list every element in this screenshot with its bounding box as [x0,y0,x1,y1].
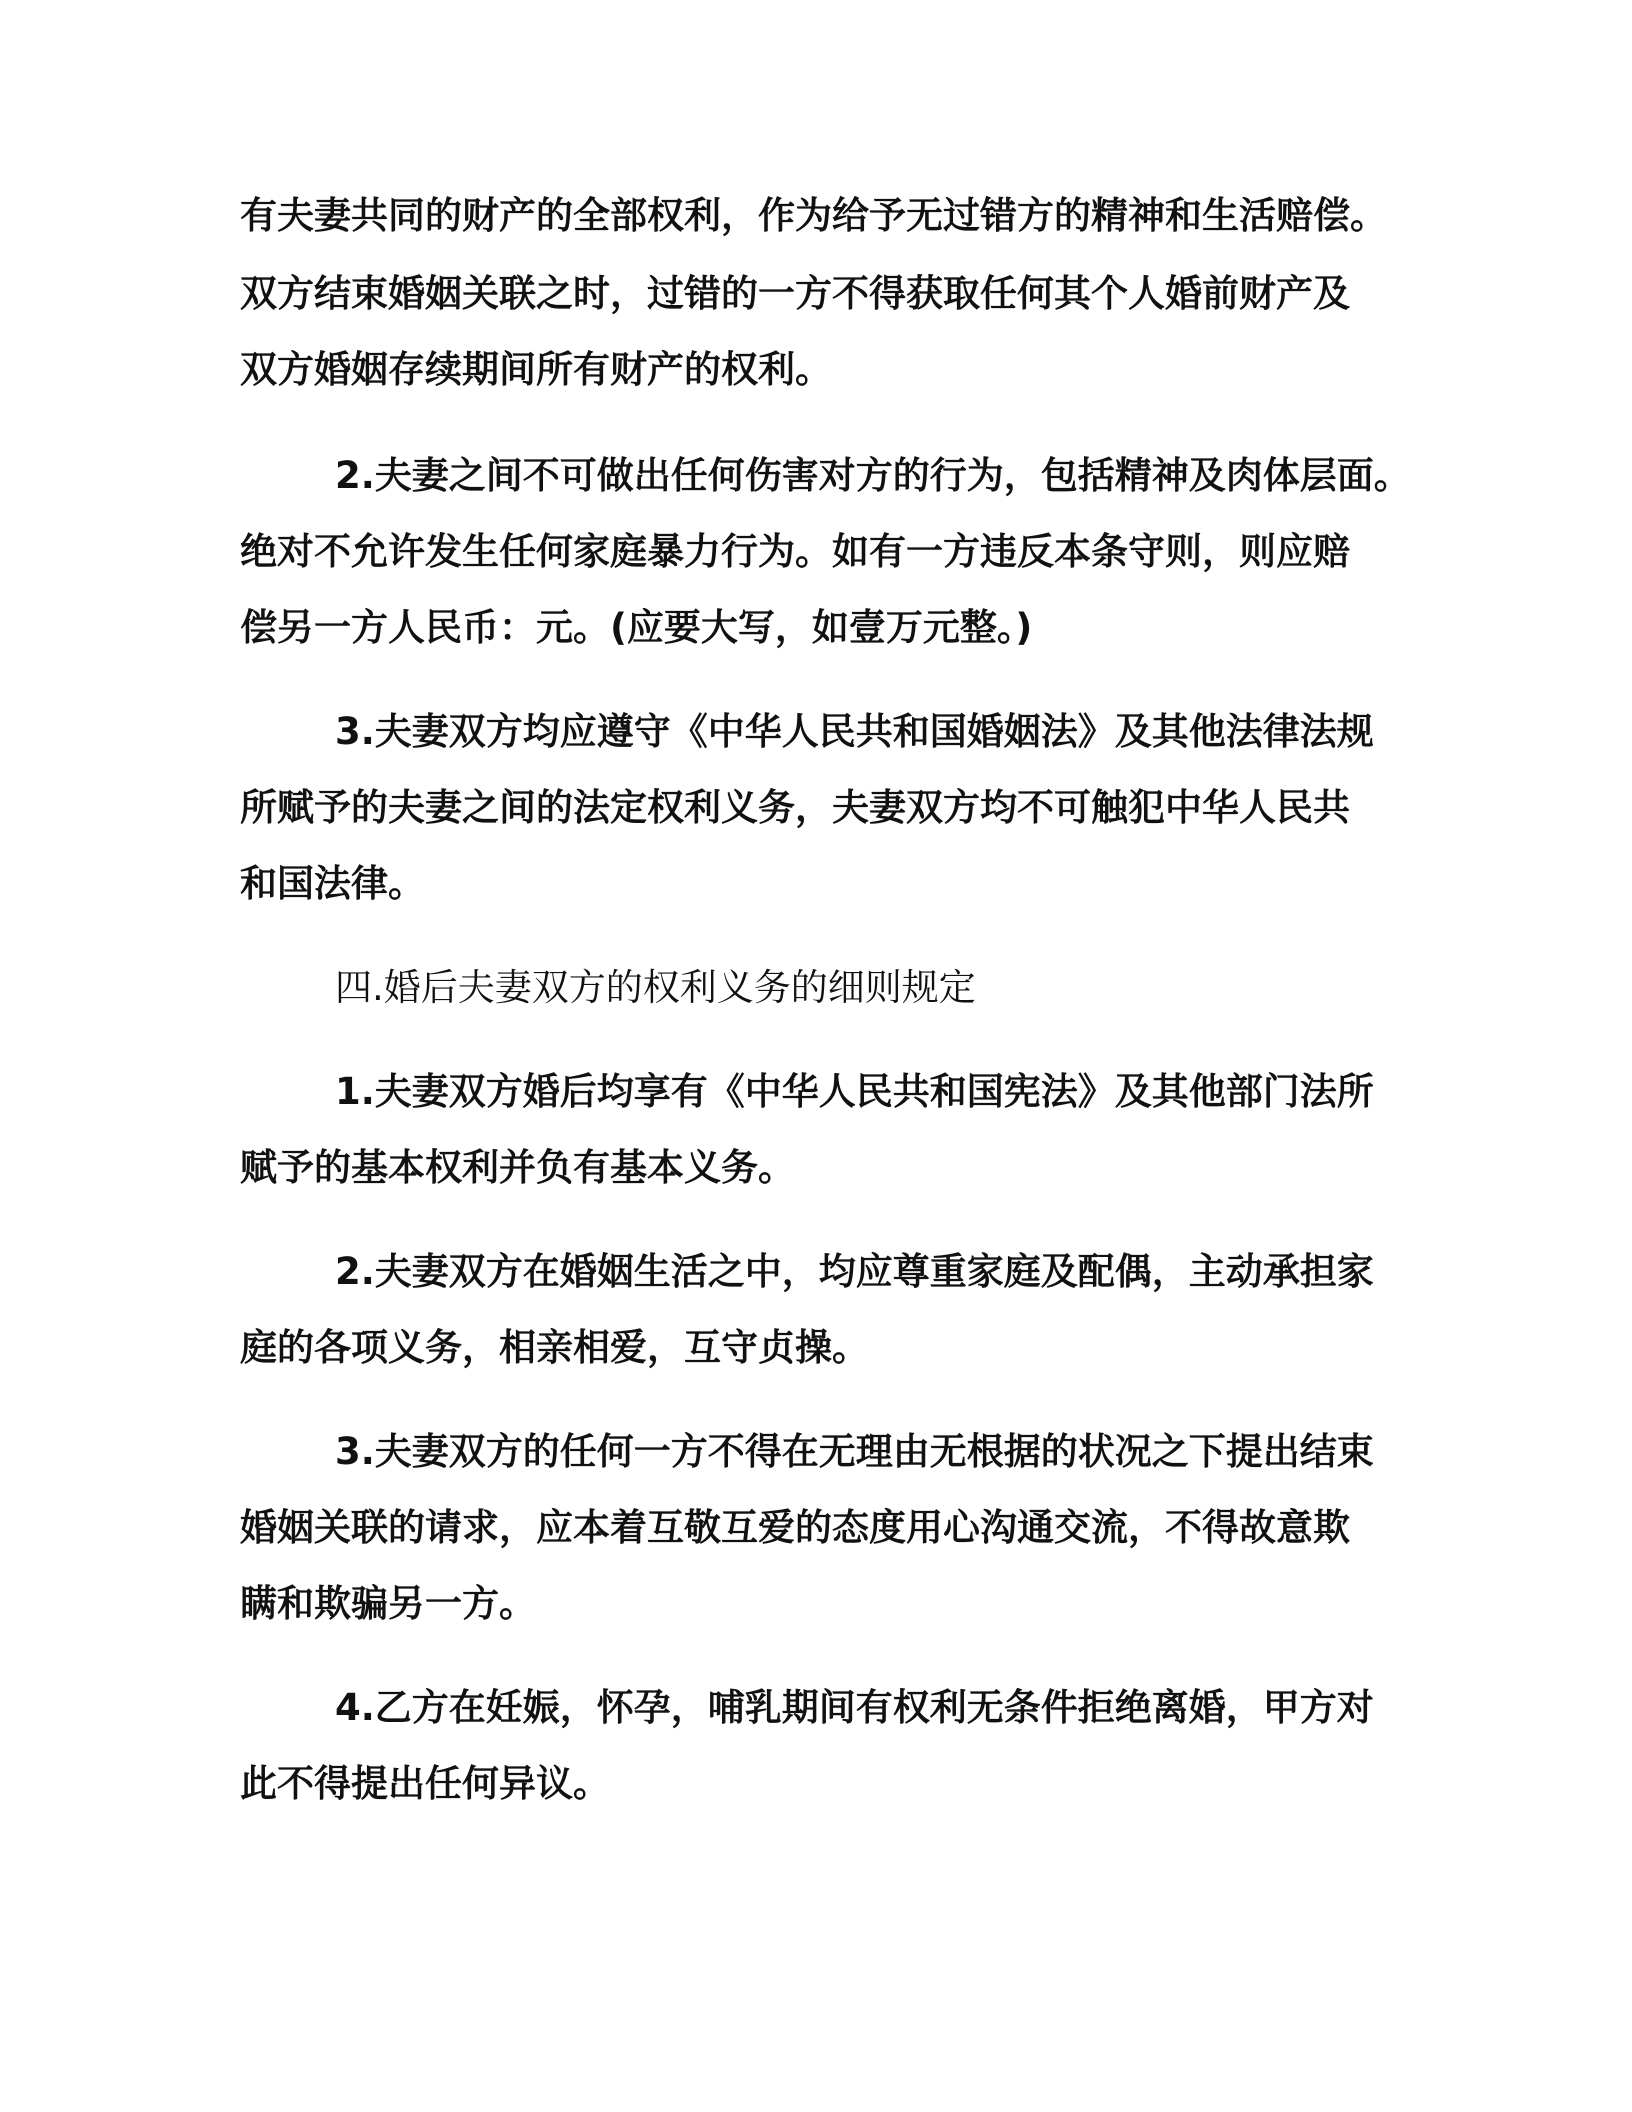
text-line: 有夫妻共同的财产的全部权利，作为给予无过错方的精神和生活赔偿。 [240,194,1387,237]
text-line: 庭的各项义务，相亲相爱，互守贞操。 [240,1326,869,1369]
text-line: 2.夫妻双方在婚姻生活之中，均应尊重家庭及配偶，主动承担家 [335,1250,1374,1293]
text-line: 婚姻关联的请求，应本着互敬互爱的态度用心沟通交流，不得故意欺 [240,1506,1350,1549]
section-heading: 四.婚后夫妻双方的权利义务的细则规定 [335,966,976,1009]
text-line: 2.夫妻之间不可做出任何伤害对方的行为，包括精神及肉体层面。 [335,454,1411,497]
text-line: 双方婚姻存续期间所有财产的权利。 [240,348,832,391]
text-line: 3.夫妻双方的任何一方不得在无理由无根据的状况之下提出结束 [335,1430,1374,1473]
text-line: 此不得提出任何异议。 [240,1762,610,1805]
text-line: 双方结束婚姻关联之时，过错的一方不得获取任何其个人婚前财产及 [240,272,1350,315]
text-line: 4.乙方在妊娠，怀孕，哺乳期间有权利无条件拒绝离婚，甲方对 [335,1686,1374,1729]
text-line: 瞒和欺骗另一方。 [240,1582,536,1625]
text-line: 偿另一方人民币：元。(应要大写，如壹万元整。) [240,606,1033,649]
text-line: 绝对不允许发生任何家庭暴力行为。如有一方违反本条守则，则应赔 [240,530,1350,573]
text-line: 赋予的基本权利并负有基本义务。 [240,1146,795,1189]
text-line: 3.夫妻双方均应遵守《中华人民共和国婚姻法》及其他法律法规 [335,710,1374,753]
text-line: 和国法律。 [240,862,425,905]
text-line: 所赋予的夫妻之间的法定权利义务，夫妻双方均不可触犯中华人民共 [240,786,1350,829]
text-line: 1.夫妻双方婚后均享有《中华人民共和国宪法》及其他部门法所 [335,1070,1374,1113]
